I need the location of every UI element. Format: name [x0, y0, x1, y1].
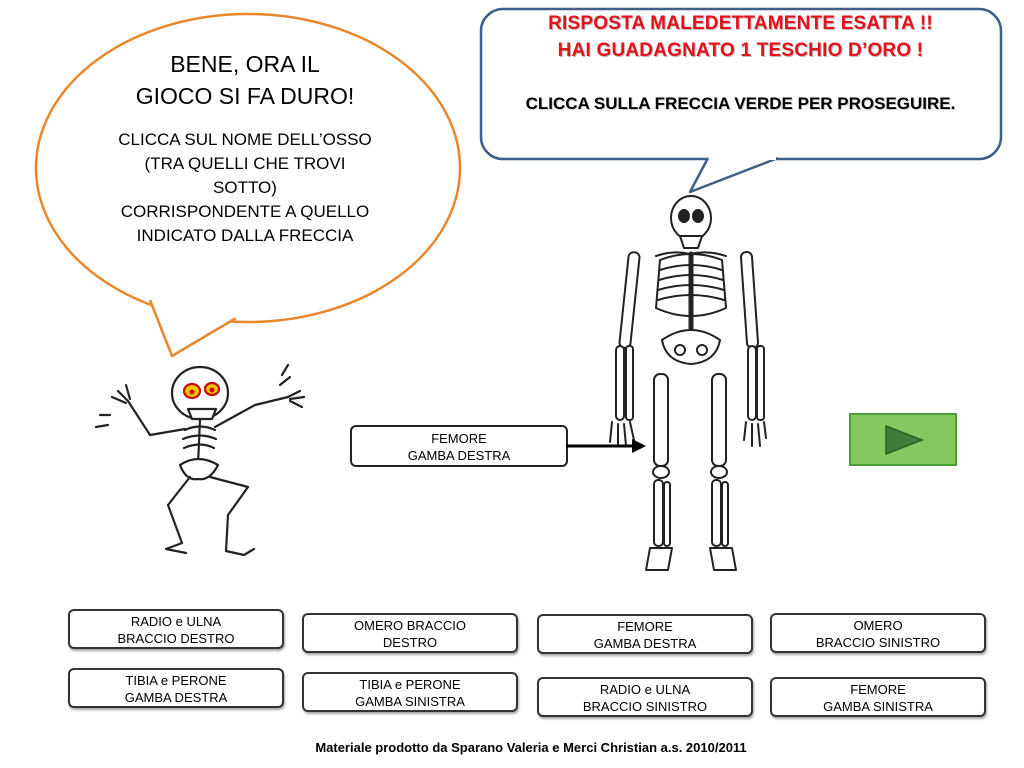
instruction-line: (TRA QUELLI CHE TROVI: [144, 154, 346, 173]
option-line: GAMBA SINISTRA: [823, 699, 933, 714]
footer: [0, 740, 1024, 755]
option-line: OMERO: [853, 618, 903, 633]
dancing-skeleton-image: [50, 355, 315, 570]
option-line: BRACCIO SINISTRO: [815, 635, 941, 650]
right-bubble-text: [488, 10, 993, 116]
option-radio-ulna-braccio-destro[interactable]: [68, 609, 284, 649]
option-line: OMERO BRACCIO: [354, 618, 466, 633]
skeleton-diagram-image: [598, 190, 768, 575]
option-line: GAMBA DESTRA: [593, 636, 697, 651]
next-button[interactable]: [849, 413, 957, 466]
option-line: GAMBA DESTRA: [124, 690, 228, 705]
option-line: RADIO e ULNA: [130, 614, 222, 629]
option-line: BRACCIO SINISTRO: [582, 699, 708, 714]
option-tibia-perone-gamba-destra[interactable]: [68, 668, 284, 708]
option-line: TIBIA e PERONE: [125, 673, 227, 688]
option-omero-braccio-sinistro[interactable]: [770, 613, 986, 653]
option-omero-braccio-destro[interactable]: [302, 613, 518, 653]
option-line: GAMBA SINISTRA: [355, 694, 465, 709]
left-bubble-text: [95, 48, 395, 248]
answer-line: FEMORE: [431, 431, 487, 446]
footer-credits: Materiale prodotto da Sparano Valeria e Merci Christian a.s. 2010/2011: [315, 740, 747, 755]
success-message: RISPOSTA MALEDETTAMENTE ESATTA !!: [548, 13, 933, 34]
option-line: DESTRO: [382, 635, 438, 650]
answer-label: [350, 425, 568, 467]
left-bubble-instructions: [95, 128, 395, 248]
option-line: BRACCIO DESTRO: [117, 631, 235, 646]
instruction-line: SOTTO): [213, 178, 277, 197]
instruction-line: CLICCA SUL NOME DELL’OSSO: [118, 130, 372, 149]
option-line: RADIO e ULNA: [599, 682, 691, 697]
title-line: BENE, ORA IL: [170, 51, 320, 77]
option-radio-ulna-braccio-sinistro[interactable]: [537, 677, 753, 717]
title-line: GIOCO SI FA DURO!: [135, 83, 355, 109]
instruction-line: CORRISPONDENTE A QUELLO: [120, 202, 370, 221]
play-arrow-icon: [884, 424, 926, 456]
right-arrow-icon: [566, 436, 648, 456]
left-bubble-title: [95, 48, 395, 112]
instruction-line: INDICATO DALLA FRECCIA: [136, 226, 354, 245]
option-line: FEMORE: [617, 619, 673, 634]
option-line: FEMORE: [850, 682, 906, 697]
option-femore-gamba-sinistra[interactable]: [770, 677, 986, 717]
option-tibia-perone-gamba-sinistra[interactable]: [302, 672, 518, 712]
option-line: TIBIA e PERONE: [359, 677, 461, 692]
reward-message: HAI GUADAGNATO 1 TESCHIO D’ORO !: [557, 40, 924, 61]
continue-instruction: CLICCA SULLA FRECCIA VERDE PER PROSEGUIRE.: [525, 94, 956, 113]
option-femore-gamba-destra[interactable]: [537, 614, 753, 654]
answer-line: GAMBA DESTRA: [407, 448, 511, 463]
